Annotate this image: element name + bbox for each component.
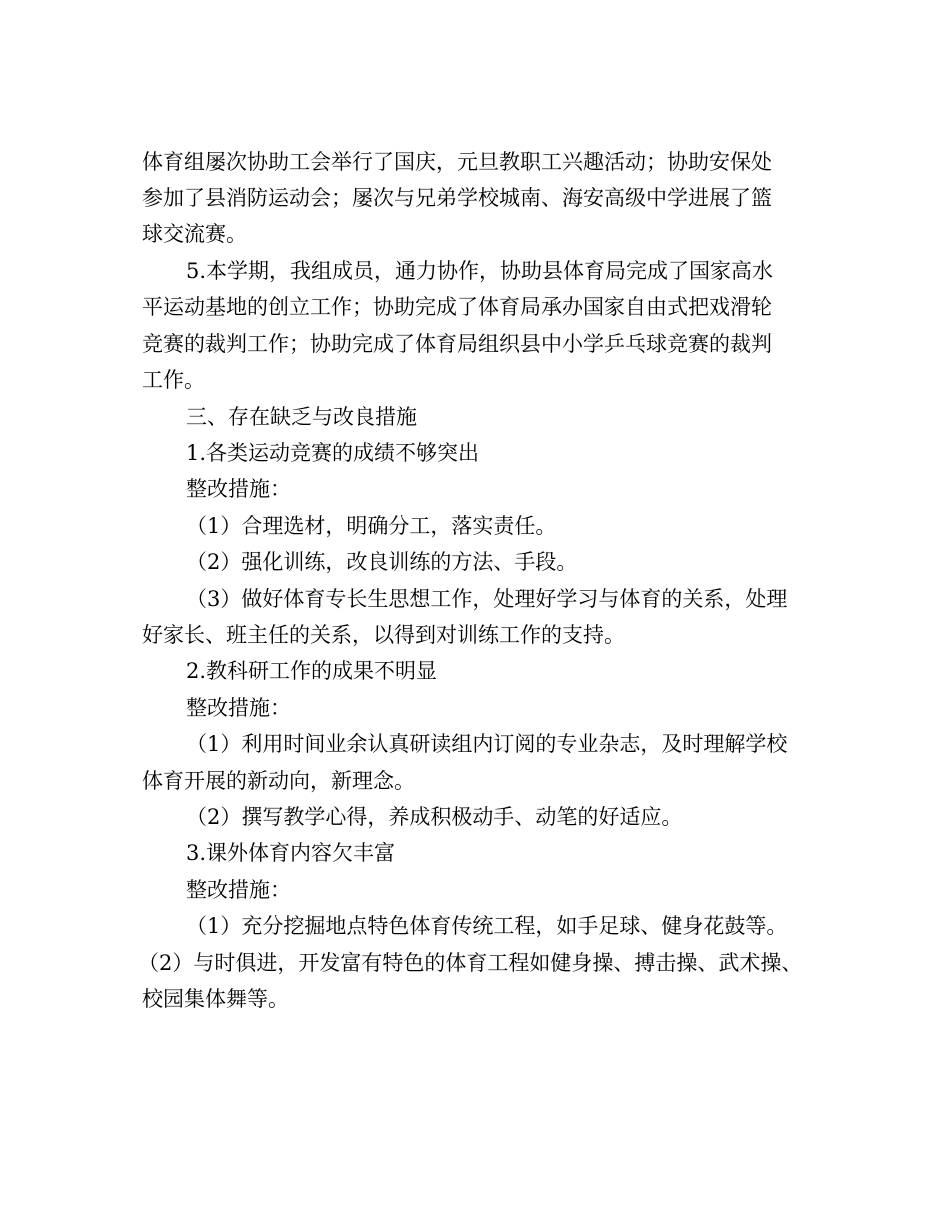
body-line: （2）撰写教学心得，养成积极动手、动笔的好适应。 [186, 805, 683, 829]
body-line: （1）充分挖掘地点特色体育传统工程，如手足球、健身花鼓等。 [186, 914, 788, 938]
body-line: 参加了县消防运动会；屡次与兄弟学校城南、海安高级中学进展了篮 [142, 186, 772, 210]
body-line: 平运动基地的创立工作；协助完成了体育局承办国家自由式把戏滑轮 [142, 295, 772, 319]
body-line: 好家长、班主任的关系，以得到对训练工作的支持。 [142, 623, 625, 647]
body-line: （2）与时俱进，开发富有特色的体育工程如健身操、搏击操、武术操、 [138, 951, 803, 975]
body-line: 5.本学期，我组成员，通力协作，协助县体育局完成了国家高水 [186, 259, 774, 283]
measures-label: 整改措施： [186, 696, 291, 720]
body-line: 工作。 [142, 368, 205, 392]
subsection-heading: 3.课外体育内容欠丰富 [186, 841, 396, 865]
body-line: （1）利用时间业余认真研读组内订阅的专业杂志，及时理解学校 [186, 732, 788, 756]
body-line: （3）做好体育专长生思想工作，处理好学习与体育的关系，处理 [186, 587, 788, 611]
subsection-heading: 2.教科研工作的成果不明显 [186, 659, 438, 683]
body-line: 球交流赛。 [142, 222, 247, 246]
body-line: （2）强化训练，改良训练的方法、手段。 [186, 550, 578, 574]
body-line: 校园集体舞等。 [142, 987, 289, 1011]
body-line: （1）合理选材，明确分工，落实责任。 [186, 514, 557, 538]
measures-label: 整改措施： [186, 477, 291, 501]
subsection-heading: 1.各类运动竞赛的成绩不够突出 [186, 441, 480, 465]
section-heading: 三、存在缺乏与改良措施 [186, 405, 417, 429]
measures-label: 整改措施： [186, 878, 291, 902]
body-line: 体育开展的新动向，新理念。 [142, 769, 415, 793]
body-line: 体育组屡次协助工会举行了国庆，元旦教职工兴趣活动；协助安保处 [142, 150, 772, 174]
body-line: 竞赛的裁判工作；协助完成了体育局组织县中小学乒乓球竞赛的裁判 [142, 332, 772, 356]
